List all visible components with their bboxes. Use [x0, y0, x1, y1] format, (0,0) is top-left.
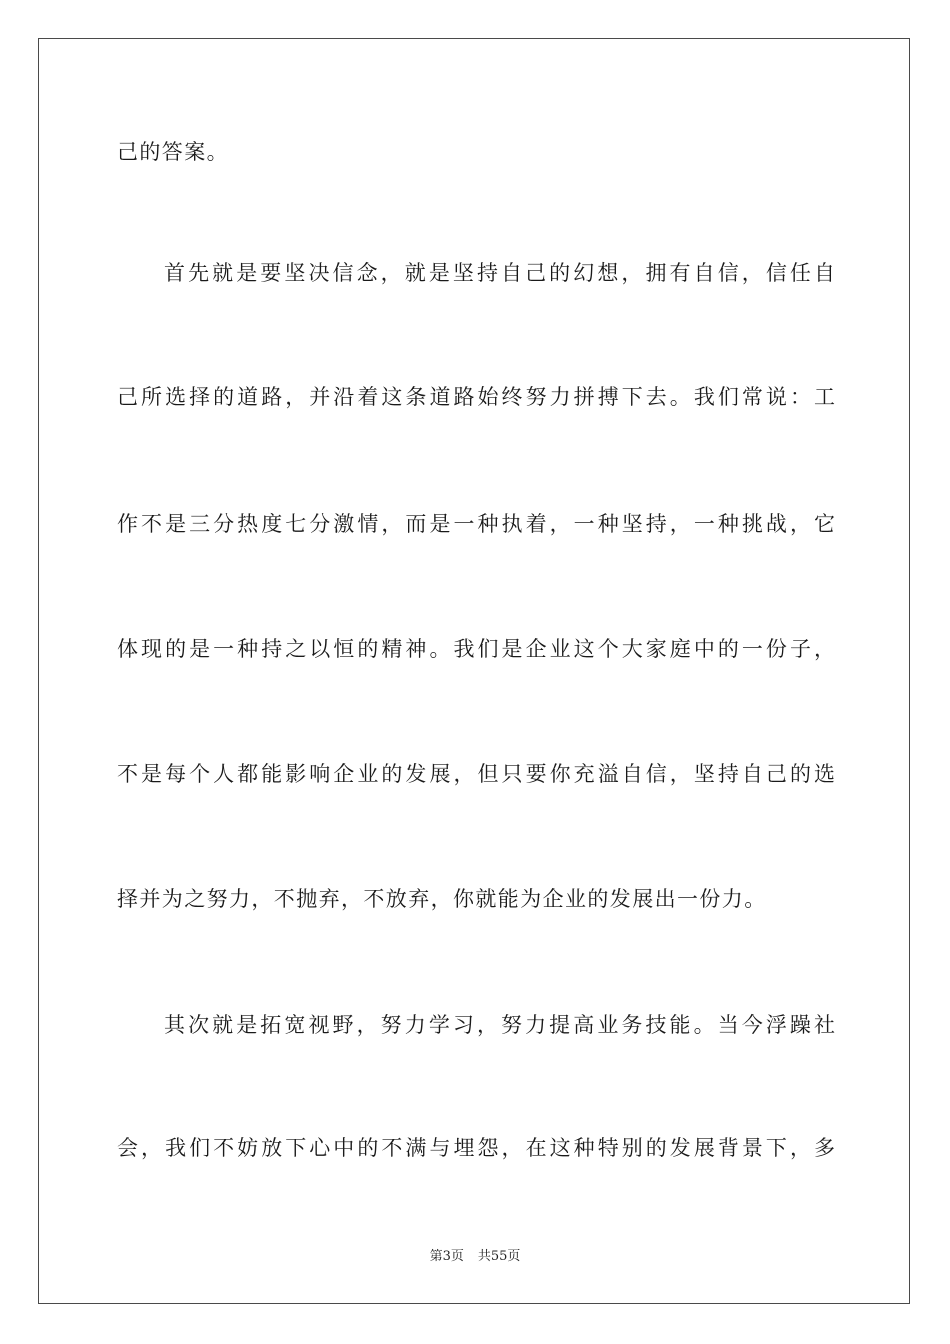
text-line-1: 己的答案。: [117, 140, 229, 164]
paragraph-1-line-1: 首先就是要坚决信念，就是坚持自己的幻想，拥有自信，信任自: [164, 261, 835, 285]
paragraph-1-line-3: 作不是三分热度七分激情，而是一种执着，一种坚持，一种挑战，它: [117, 512, 835, 536]
page-border: [38, 38, 910, 1304]
paragraph-1-line-6: 择并为之努力，不抛弃，不放弃，你就能为企业的发展出一份力。: [117, 887, 767, 911]
paragraph-1-line-2: 己所选择的道路，并沿着这条道路始终努力拼搏下去。我们常说：工: [117, 385, 835, 409]
page-footer: [0, 1247, 950, 1267]
paragraph-1-line-4: 体现的是一种持之以恒的精神。我们是企业这个大家庭中的一份子，: [117, 637, 835, 661]
page-total: 共55页: [477, 1249, 521, 1264]
page-number: 第3页: [429, 1249, 464, 1264]
paragraph-1-line-5: 不是每个人都能影响企业的发展，但只要你充溢自信，坚持自己的选: [117, 762, 835, 786]
paragraph-2-line-1: 其次就是拓宽视野，努力学习，努力提高业务技能。当今浮躁社: [164, 1013, 835, 1037]
paragraph-2-line-2: 会，我们不妨放下心中的不满与埋怨，在这种特别的发展背景下，多: [117, 1136, 835, 1160]
